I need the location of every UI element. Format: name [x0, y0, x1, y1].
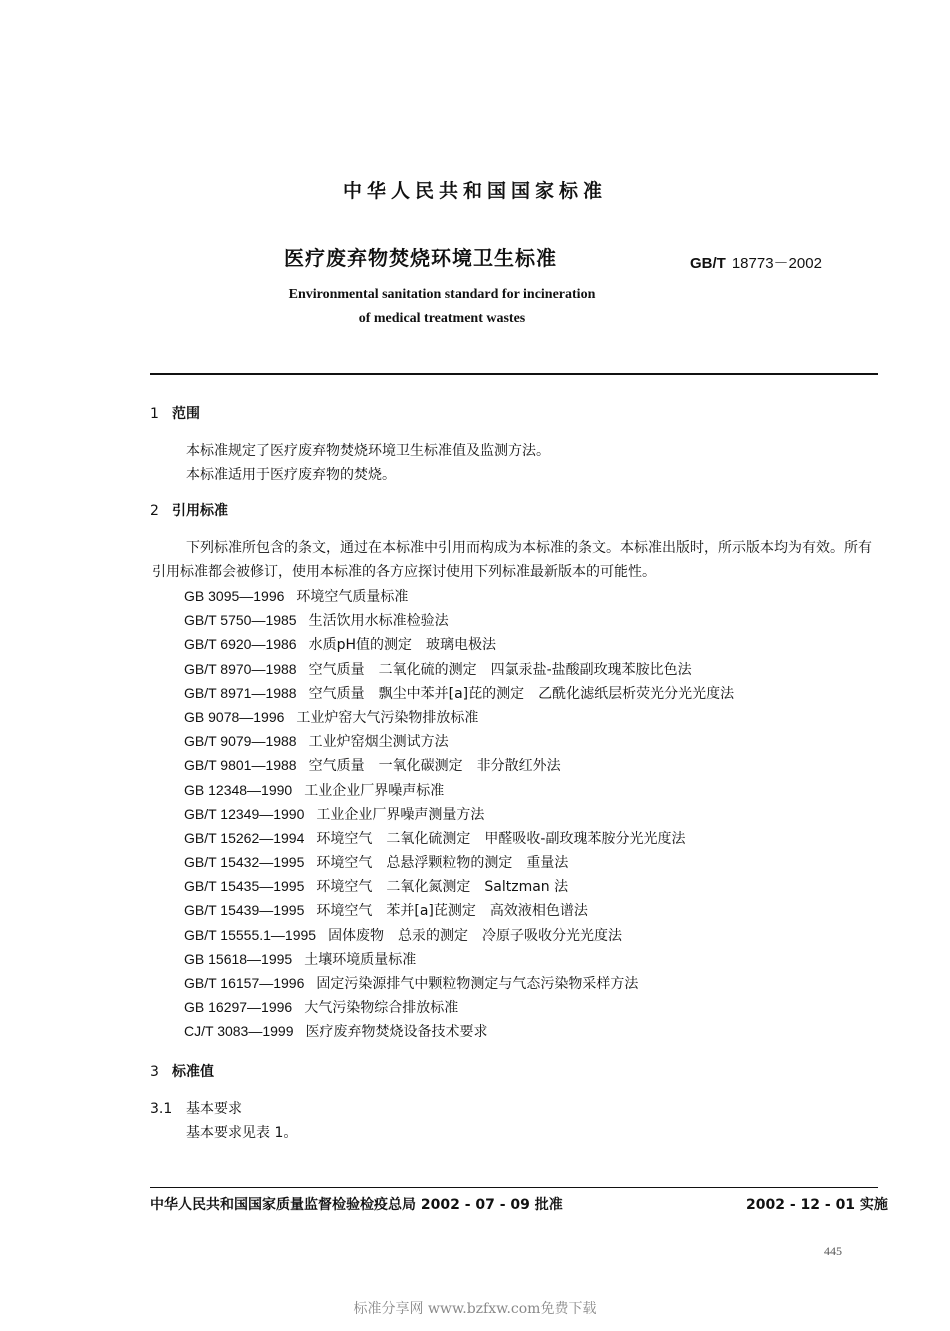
reference-code: GB 9078—1996 — [184, 708, 285, 725]
reference-code: GB/T 15432—1995 — [184, 854, 305, 871]
reference-name: 空气质量 二氧化硫的测定 四氯汞盐-盐酸副玫瑰苯胺比色法 — [308, 661, 692, 678]
footer-divider — [150, 1187, 878, 1188]
page-number: 445 — [824, 1244, 842, 1258]
english-title-line-1: Environmental sanitation standard for incineration — [288, 287, 596, 302]
reference-name: 环境空气 苯并[a]芘测定 高效液相色谱法 — [316, 903, 588, 920]
document-title: 医疗废弃物焚烧环境卫生标准 — [284, 246, 557, 270]
reference-code: GB/T 15435—1995 — [184, 878, 305, 895]
section-title: 引用标准 — [172, 503, 228, 519]
reference-name: 水质pH值的测定 玻璃电极法 — [308, 637, 497, 654]
reference-item — [184, 753, 734, 777]
reference-name: 环境空气 二氧化硫测定 甲醛吸收-副玫瑰苯胺分光光度法 — [316, 830, 686, 847]
reference-item — [184, 1019, 734, 1043]
reference-name: 固定污染源排气中颗粒物测定与气态污染物采样方法 — [316, 976, 639, 992]
reference-name: 土壤环境质量标准 — [304, 951, 417, 968]
reference-code: GB/T 15262—1994 — [184, 829, 305, 846]
scope-paragraph-1: 本标准规定了医疗废弃物焚烧环境卫生标准值及监测方法。 — [186, 443, 550, 459]
reference-name: 生活饮用水标准检验法 — [308, 613, 449, 630]
section-number: 1 — [150, 406, 159, 422]
reference-item — [184, 705, 734, 729]
reference-item — [184, 608, 734, 632]
section-title: 范围 — [172, 406, 200, 422]
reference-name: 工业炉窑大气污染物排放标准 — [296, 709, 479, 726]
national-standard-heading: 中华人民共和国国家标准 — [342, 180, 607, 202]
subsection-3-1-heading — [150, 1097, 242, 1121]
section-number: 3 — [150, 1064, 159, 1080]
reference-item — [184, 971, 734, 995]
reference-item — [184, 947, 734, 971]
reference-code: GB/T 9079—1988 — [184, 733, 297, 750]
reference-item — [184, 729, 734, 753]
reference-name: 医疗废弃物焚烧设备技术要求 — [305, 1024, 488, 1041]
reference-code: CJ/T 3083—1999 — [184, 1023, 294, 1040]
reference-name: 环境空气质量标准 — [296, 589, 409, 605]
document-code — [690, 252, 822, 273]
reference-item — [184, 681, 734, 705]
english-title-line-2: of medical treatment wastes — [358, 311, 526, 326]
reference-list — [184, 584, 734, 1044]
reference-code: GB/T 8971—1988 — [184, 684, 297, 701]
references-intro: 下列标准所包含的条文，通过在本标准中引用而构成为本标准的条文。本标准出版时，所示版本均为有效。所有引用标准都会被修订，使用本标准的各方应探讨使用下列标准最新版本的可能性。 — [152, 540, 872, 580]
reference-code: GB/T 15555.1—1995 — [184, 926, 317, 943]
reference-code: GB/T 9801—1988 — [184, 757, 297, 774]
section-number: 2 — [150, 503, 159, 519]
doc-code-prefix: GB/T — [690, 255, 726, 272]
header-divider — [150, 373, 878, 375]
reference-name: 工业炉窑烟尘测试方法 — [308, 734, 449, 751]
reference-name: 环境空气 二氧化氮测定 Saltzman 法 — [316, 879, 569, 896]
reference-item — [184, 995, 734, 1019]
reference-item — [184, 874, 734, 898]
reference-code: GB 12348—1990 — [184, 781, 293, 798]
reference-name: 工业企业厂界噪声测量方法 — [316, 806, 485, 823]
reference-item — [184, 632, 734, 656]
reference-name: 空气质量 一氧化碳测定 非分散红外法 — [308, 758, 561, 775]
reference-name: 大气污染物综合排放标准 — [304, 1000, 459, 1017]
reference-code: GB/T 12349—1990 — [184, 805, 305, 822]
reference-item — [184, 778, 734, 802]
reference-name: 空气质量 飘尘中苯并[a]芘的测定 乙酰化滤纸层析荧光分光光度法 — [308, 685, 735, 702]
section-3-heading — [150, 1061, 214, 1081]
reference-item — [184, 657, 734, 681]
reference-item — [184, 850, 734, 874]
subsection-3-1-text: 基本要求见表 1。 — [186, 1125, 298, 1141]
approval-line: 中华人民共和国国家质量监督检验检疫总局 2002 - 07 - 09 批准 — [150, 1197, 563, 1213]
reference-code: GB 3095—1996 — [184, 588, 285, 604]
reference-name: 工业企业厂界噪声标准 — [304, 782, 445, 799]
reference-code: GB/T 8970—1988 — [184, 660, 297, 677]
reference-item — [184, 923, 734, 947]
watermark-text: 标准分享网 www.bzfxw.com免费下载 — [353, 1301, 597, 1317]
reference-code: GB/T 6920—1986 — [184, 636, 297, 653]
reference-name: 环境空气 总悬浮颗粒物的测定 重量法 — [316, 855, 569, 872]
reference-item — [184, 802, 734, 826]
subsection-title: 基本要求 — [186, 1101, 242, 1117]
reference-code: GB 15618—1995 — [184, 950, 293, 967]
scope-paragraph-2: 本标准适用于医疗废弃物的焚烧。 — [186, 467, 396, 483]
reference-code: GB/T 15439—1995 — [184, 902, 305, 919]
reference-code: GB 16297—1996 — [184, 999, 293, 1016]
section-title: 标准值 — [172, 1064, 214, 1080]
reference-item — [184, 826, 734, 850]
doc-code-number: 18773－2002 — [731, 255, 822, 272]
section-1-heading — [150, 403, 200, 423]
reference-name: 固体废物 总汞的测定 冷原子吸收分光光度法 — [328, 927, 623, 944]
subsection-number: 3.1 — [150, 1101, 173, 1117]
reference-item — [184, 584, 734, 608]
implementation-date: 2002 - 12 - 01 实施 — [746, 1197, 888, 1213]
reference-code: GB/T 16157—1996 — [184, 975, 305, 991]
reference-item — [184, 898, 734, 922]
reference-code: GB/T 5750—1985 — [184, 612, 297, 629]
section-2-heading — [150, 500, 228, 520]
